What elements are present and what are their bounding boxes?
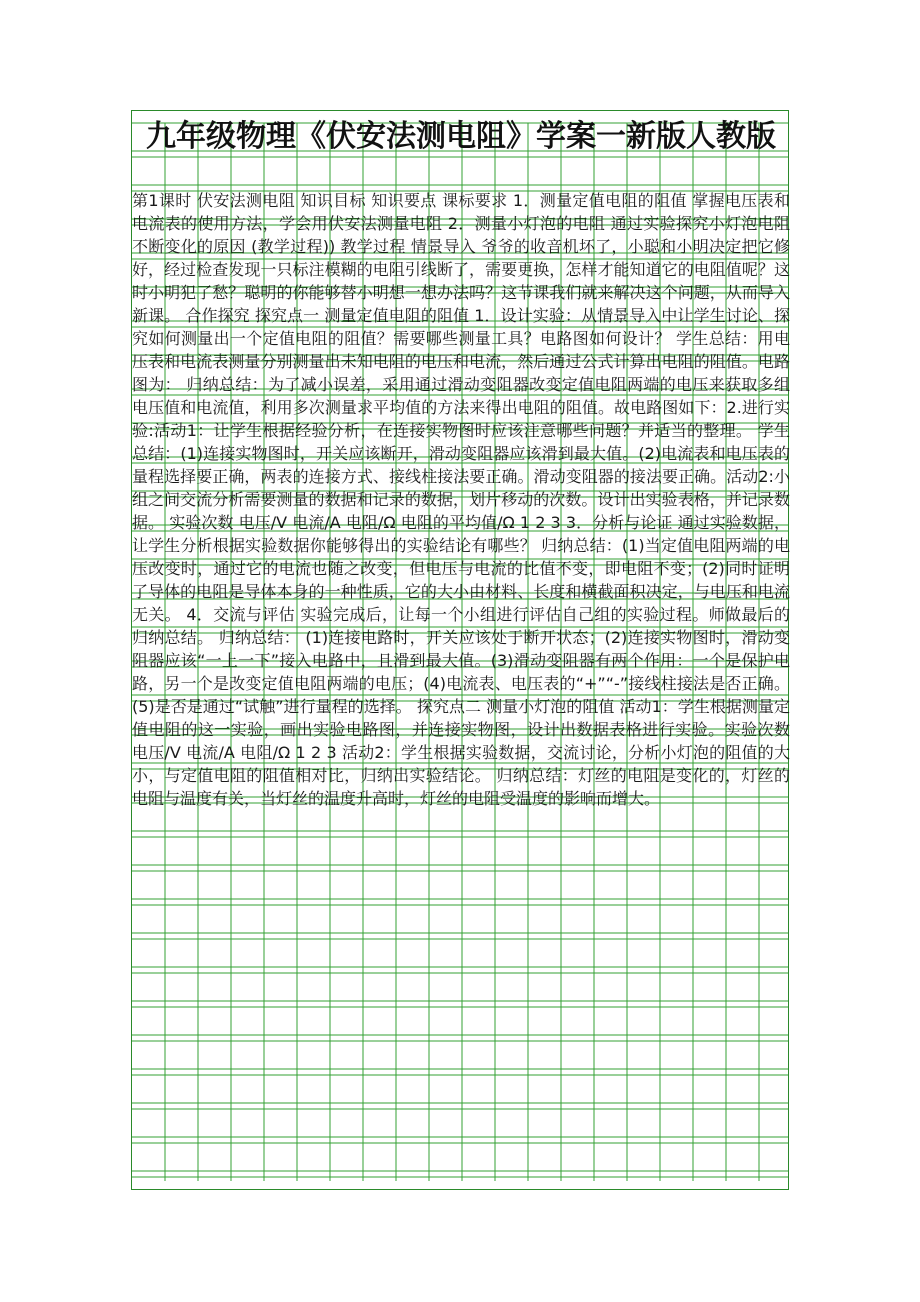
document-title: 九年级物理《伏安法测电阻》学案一新版人教版 [146,119,776,154]
grid-paper-page [131,110,789,1190]
document-body: 第1课时 伏安法测电阻 知识目标 知识要点 课标要求 1．测量定值电阻的阻值 掌握电压表和电流表的使用方法，学会用伏安法测量电阻 2．测量小灯泡的电阻 通过实验探究小灯泡电阻不断变化的原因 (教学过程)) 教学过程 情景导入 爷爷的收音机坏了，小聪和小明决定把它修好，经过检查发现一只标注模糊的电阻引线断了，需要更换，怎样才能知道它的电阻值呢？这时小明犯了愁？聪明的你能够替小明想一想办法吗？这节课我们就来解决这个问题，从而导入新课。 合作探究 探究点一 测量定值电阻的阻值 1．设计实验：从情景导入中让学生讨论、探究如何测量出一个定值电阻的阻值？需要哪些测量工具？电路图如何设计？ 学生总结：用电压表和电流表测量分别测量出未知电阻的电压和电流，然后通过公式计算出电阻的阻值。电路图为： 归纳总结：为了减小误差，采用通过滑动变阻器改变定值电阻两端的电压来获取多组电压值和电流值，利用多次测量求平均值的方法来得出电阻的阻值。故电路图如下：2.进行实验:活动1：让学生根据经验分析，在连接实物图时应该注意哪些问题？并适当的整理。 学生总结：(1)连接实物图时，开关应该断开，滑动变阻器应该滑到最大值。(2)电流表和电压表的量程选择要正确，两表的连接方式、接线柱接法要正确。滑动变阻器的接法要正确。活动2:小组之间交流分析需要测量的数据和记录的数据，划片移动的次数。设计出实验表格，并记录数据。 实验次数 电压/V 电流/A 电阻/Ω 电阻的平均值/Ω 1 2 3 3．分析与论证 通过实验数据，让学生分析根据实验数据你能够得出的实验结论有哪些？ 归纳总结：(1)当定值电阻两端的电压改变时，通过它的电流也随之改变，但电压与电流的比值不变，即电阻不变；(2)同时证明了导体的电阻是导体本身的一种性质，它的大小由材料、长度和横截面积决定，与电压和电流无关。 4．交流与评估 实验完成后，让每一个小组进行评估自己组的实验过程。师做最后的归纳总结。 归纳总结： (1)连接电路时，开关应该处于断开状态；(2)连接实物图时，滑动变阻器应该“一上一下”接入电路中，且滑到最大值。(3)滑动变阻器有两个作用：一个是保护电路，另一个是改变定值电阻两端的电压；(4)电流表、电压表的“+”“-”接线柱接法是否正确。(5)是否是通过“试触”进行量程的选择。 探究点二 测量小灯泡的阻值 活动1：学生根据测量定值电阻的这一实验，画出实验电路图，并连接实物图，设计出数据表格进行实验。实验次数 电压/V 电流/A 电阻/Ω 1 2 3 活动2：学生根据实验数据，交流讨论，分析小灯泡的阻值的大小，与定值电阻的阻值相对比，归纳出实验结论。 归纳总结：灯丝的电阻是变化的，灯丝的电阻与温度有关，当灯丝的温度升高时，灯丝的电阻受温度的影响而增大。 [132,191,790,808]
